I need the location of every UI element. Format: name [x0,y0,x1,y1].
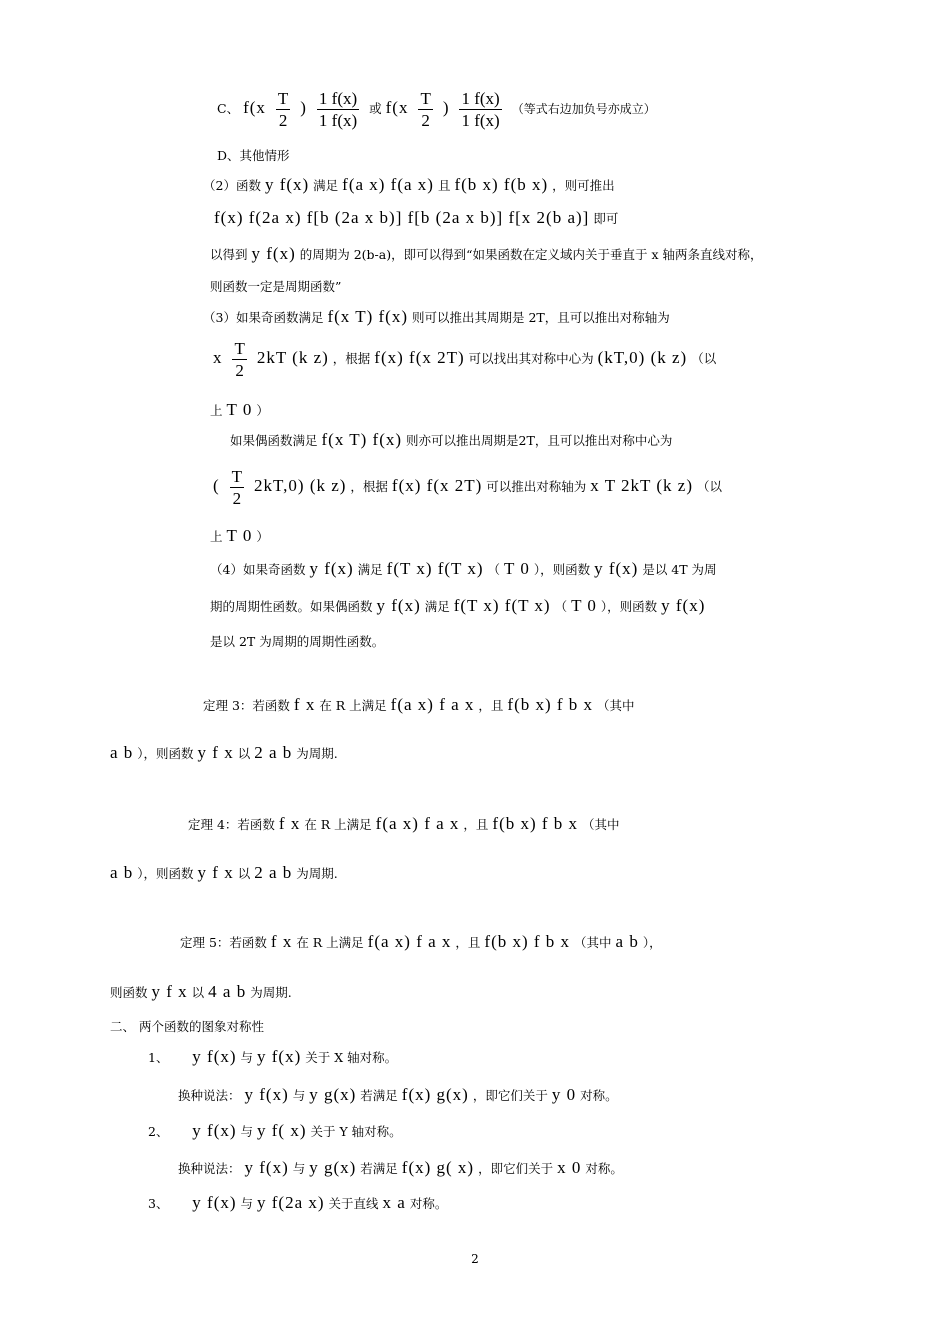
text: 定理 5：若函数 [180,935,267,950]
frac-den: 2 [235,361,244,380]
math-expr: x T 2kT (k z) [590,476,693,495]
math-expr: f x [293,695,316,714]
math-expr: f(x T) f(x) [321,430,403,449]
math-expr: f x [278,814,301,833]
theorem-4-line2 [110,864,338,881]
paragraph-4-line2 [210,597,705,614]
fraction [418,90,432,129]
text: 换种说法： [178,1088,241,1103]
text: 或 [369,101,382,116]
item-number: 2、 [148,1124,169,1139]
math-expr: y g(x) [309,1158,357,1177]
math-expr: y f x [197,743,234,762]
text: ，则可推出 [552,178,615,193]
math-expr: y f(x) [244,1085,289,1104]
math-expr: y f(2a x) [257,1193,325,1212]
text: ）， [642,935,662,950]
math-expr: f(a x) f(a x) [342,175,434,194]
paragraph-3-line6 [210,527,269,544]
item-1-alt [178,1086,618,1103]
text: ，根据 [350,479,388,494]
theorem-3-line1 [203,696,635,713]
math-expr: f(x [243,98,266,117]
text: 与 [292,1161,306,1176]
text: 定理 3：若函数 [203,698,290,713]
text: （其中 [574,935,612,950]
math-expr: y f(x) [594,559,639,578]
math-expr: y f(x) [257,1047,302,1066]
theorem-5-line1 [180,933,662,950]
math-expr: a b [110,743,134,762]
paragraph-3-line3 [210,401,269,418]
text: 以 [237,746,251,761]
math-expr: y f(x) [264,175,310,194]
paragraph-2-line1 [203,176,615,193]
math-expr: f(a x) f a x [375,814,460,833]
math-expr: T 0 [226,526,253,545]
item-2-alt [178,1159,623,1176]
frac-num: T [231,467,243,486]
text: 为周期. [296,746,338,761]
math-expr: ) [300,98,307,117]
math-expr: y f( x) [257,1121,307,1140]
text: 若满足 [360,1088,398,1103]
math-expr: 4 a b [208,982,247,1001]
text: ，根据 [332,351,371,366]
math-expr: 2kT (k z) [256,348,329,367]
math-expr: y f(x) [661,596,706,615]
text: ），则函数 [533,562,591,577]
item-number: 1、 [148,1050,169,1065]
text: 即可 [593,211,619,226]
paragraph-2-line4 [210,281,341,294]
text: 关于 X 轴对称。 [305,1050,398,1065]
text: 关于直线 [328,1196,379,1211]
math-expr: x 0 [557,1158,582,1177]
fraction [459,90,501,129]
theorem-4-line1 [188,815,620,832]
text: 以 [237,866,251,881]
math-expr: 2kT,0) (k z) [254,476,347,495]
text: 在 R 上满足 [319,698,387,713]
math-expr: y f x [197,863,234,882]
math-expr: x a [382,1193,406,1212]
math-expr: y f(x) [309,559,354,578]
paragraph-3-line4 [230,431,672,448]
paragraph-3-line5 [213,468,722,507]
frac-den: 1 f(x) [461,111,500,130]
text: 是以 4T 为周 [642,562,717,577]
math-expr: ) [442,98,450,117]
text: 则函数 [110,985,148,1000]
frac-num: T [234,339,245,358]
math-expr: y f(x) [376,596,421,615]
math-expr: 2 a b [254,743,293,762]
text: ），则函数 [600,599,658,614]
math-expr: y f(x) [192,1121,237,1140]
text: （ [487,562,501,577]
frac-num: T [277,89,289,108]
math-expr: f(b x) f b x [492,814,579,833]
math-expr: y f(x) [244,1158,289,1177]
text: 为周期. [296,866,338,881]
theorem-3-line2 [110,744,338,761]
section-2-heading [110,1021,264,1034]
text: ） [256,403,269,418]
math-expr: T 0 [504,559,530,578]
fraction [276,90,290,129]
text: 与 [240,1196,254,1211]
math-expr: f(a x) f a x [390,695,475,714]
text: ，且 [463,817,489,832]
text: 的周期为 2(b-a)，即可以得到“如果函数在定义域内关于垂直于 x 轴两条直线对称， [299,247,763,262]
option-c-line [217,90,656,129]
text: （3）如果奇函数满足 [203,310,324,325]
text: 如果偶函数满足 [230,433,318,448]
text: 可以找出其对称中心为 [468,351,594,366]
math-expr: f(x) f(x 2T) [391,476,483,495]
text: 与 [240,1050,254,1065]
math-expr: y f(x) [192,1047,237,1066]
text: （其中 [582,817,620,832]
text: ，且 [455,935,481,950]
text: 关于 Y 轴对称。 [310,1124,402,1139]
option-label: C、 [217,101,240,116]
text: （4）如果奇函数 [210,562,306,577]
text: 在 R 上满足 [304,817,372,832]
text: 为周期. [250,985,292,1000]
math-expr: y f(x) [251,244,296,263]
text: 期的周期性函数。如果偶函数 [210,599,373,614]
math-expr: f(x T) f(x) [327,307,408,326]
item-1 [148,1048,397,1065]
math-expr: y g(x) [309,1085,357,1104]
frac-den: 2 [232,489,242,508]
page-number: 2 [471,1252,479,1266]
text: 则亦可以推出周期是2T，且可以推出对称中心为 [406,433,673,448]
text: ，即它们关于 [478,1161,554,1176]
math-expr: ( [213,476,220,495]
text: 则可以推出其周期是 2T，且可以推出对称轴为 [411,310,670,325]
math-expr: f(x [385,98,409,117]
text: 换种说法： [178,1161,241,1176]
fraction [232,340,246,379]
text: 上 [210,529,223,544]
text: （以 [691,351,717,366]
frac-num: T [420,89,431,108]
paragraph-4-line3 [210,636,384,649]
text: 对称。 [580,1088,618,1103]
text: （2）函数 [203,178,261,193]
text: （ [554,599,568,614]
math-expr: y 0 [551,1085,577,1104]
frac-den: 2 [421,111,430,130]
text: ） [256,529,269,544]
math-expr: y f(x) [192,1193,237,1212]
heading-text: 二、 两个函数的图象对称性 [110,1019,264,1034]
math-expr: f(x) f(2a x) f[b (2a x b)] f[b (2a x b)] f[x 2(b a)] [214,208,590,227]
paragraph-4-line1 [210,560,717,577]
paragraph-2-line2 [214,209,618,226]
text: 以 [191,985,205,1000]
item-number: 3、 [148,1196,169,1211]
paragraph-2-line3 [210,245,762,262]
text: （以 [696,479,722,494]
math-expr: y f x [151,982,188,1001]
note-text: （等式右边加负号亦成立） [511,102,656,116]
math-expr: x [213,348,223,367]
text: ），则函数 [137,746,194,761]
math-expr: a b [110,863,134,882]
text: 若满足 [360,1161,398,1176]
text: ），则函数 [137,866,194,881]
text: 可以推出对称轴为 [486,479,587,494]
text: 满足 [357,562,383,577]
option-label: D、其他情形 [217,148,290,163]
text: 对称。 [585,1161,623,1176]
math-expr: f x [270,932,293,951]
math-expr: f(T x) f(T x) [453,596,551,615]
text: （其中 [597,698,635,713]
math-expr: a b [615,932,639,951]
math-expr: f(x) f(x 2T) [374,348,465,367]
math-expr: f(b x) f(b x) [454,175,549,194]
text: ，即它们关于 [472,1088,548,1103]
math-expr: f(b x) f b x [484,932,571,951]
math-expr: T 0 [571,596,597,615]
math-expr: f(x) g( x) [401,1158,475,1177]
text: ，且 [478,698,504,713]
text: 满足 [424,599,450,614]
frac-den: 1 f(x) [318,111,358,130]
text: 上 [210,403,223,418]
math-expr: f(x) g(x) [401,1085,469,1104]
text: 与 [240,1124,254,1139]
math-expr: f(T x) f(T x) [386,559,484,578]
text: 定理 4：若函数 [188,817,275,832]
text: 以得到 [210,247,248,262]
option-d-line [217,150,290,163]
frac-den: 2 [278,111,288,130]
text: 与 [292,1088,306,1103]
fraction [230,468,244,507]
item-2 [148,1122,402,1139]
text: 对称。 [409,1196,448,1211]
frac-num: 1 f(x) [318,89,358,108]
frac-num: 1 f(x) [461,89,500,108]
math-expr: 2 a b [254,863,293,882]
math-expr: (kT,0) (k z) [597,348,688,367]
text: 在 R 上满足 [296,935,364,950]
math-expr: f(b x) f b x [507,695,594,714]
text: 满足 [313,178,339,193]
paragraph-3-line2 [213,340,716,379]
paragraph-3-line1 [203,308,670,325]
fraction [317,90,359,129]
text: 且 [437,178,451,193]
text: 则函数一定是周期函数” [210,279,342,294]
item-3 [148,1194,447,1211]
theorem-5-line2 [110,983,292,1000]
text: 是以 2T 为周期的周期性函数。 [210,634,385,649]
math-expr: f(a x) f a x [367,932,452,951]
math-expr: T 0 [226,400,253,419]
